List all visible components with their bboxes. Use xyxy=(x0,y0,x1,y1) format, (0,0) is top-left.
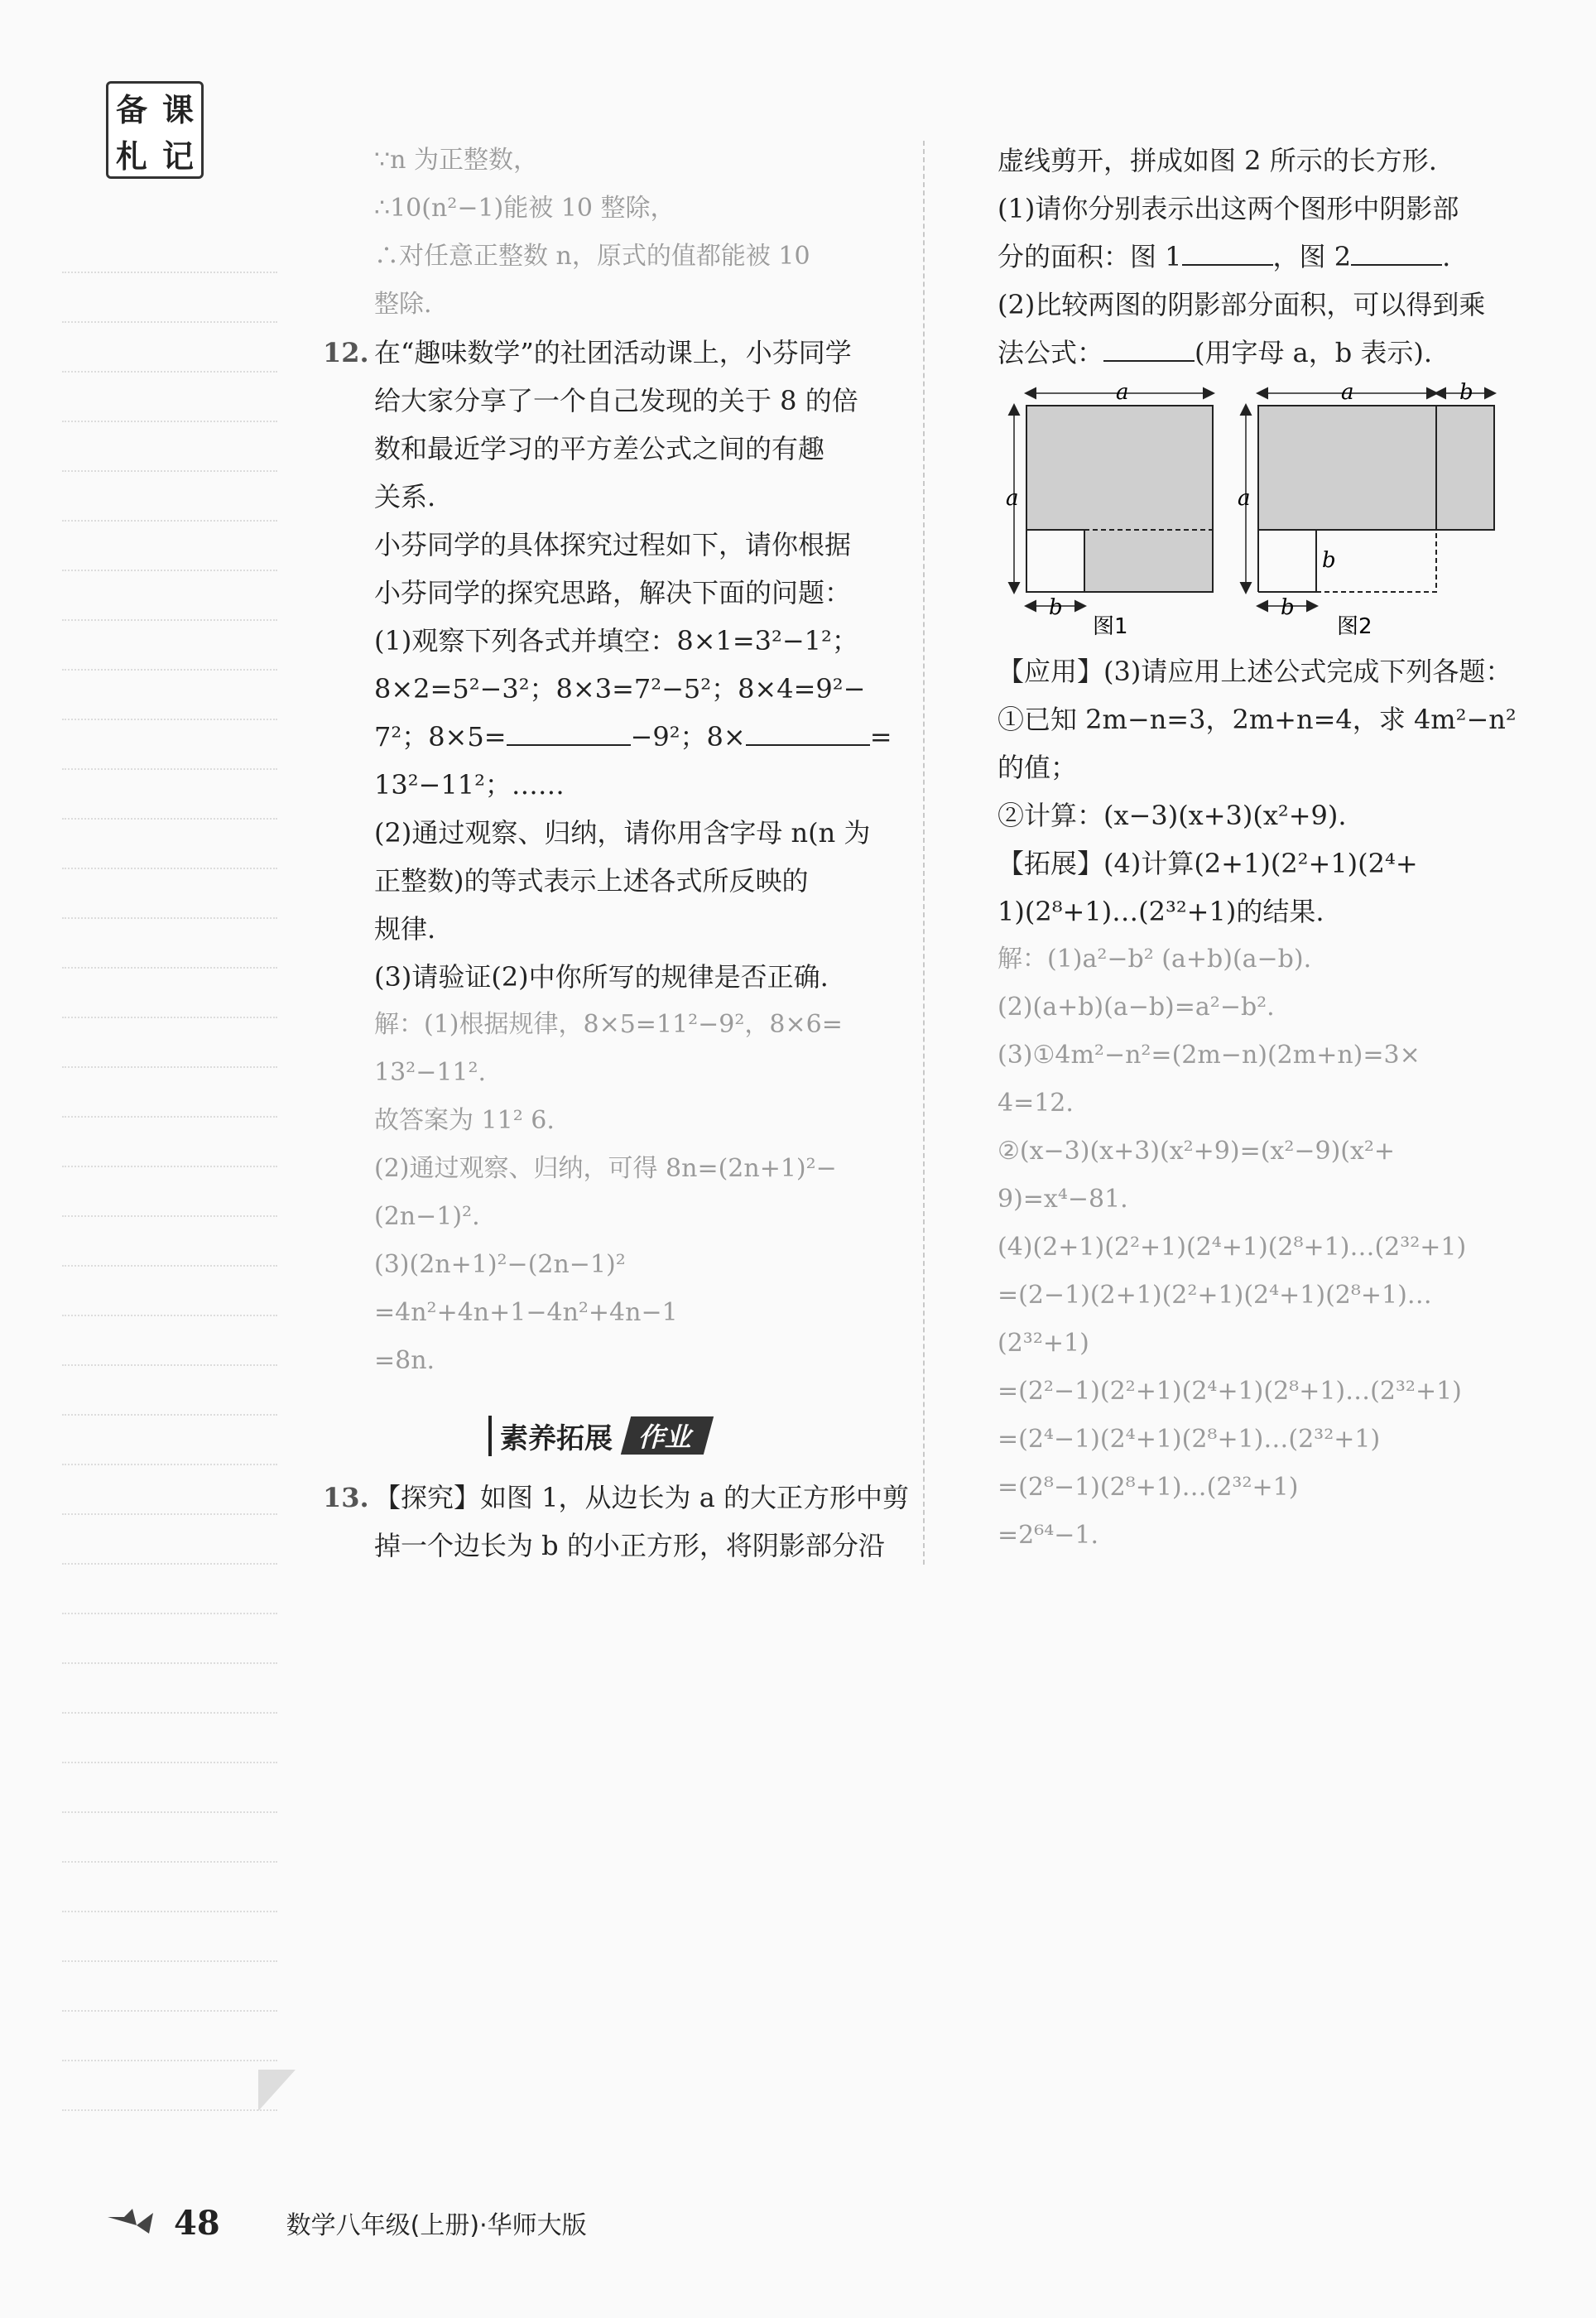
question-text: 【拓展】(4)计算(2+1)(2²+1)(2⁴+ xyxy=(997,848,1418,879)
right-column xyxy=(997,137,1536,377)
badge-char: 札 xyxy=(115,137,147,175)
answer-blank[interactable] xyxy=(1103,335,1195,362)
page-footer xyxy=(108,2198,587,2248)
question-text: 的值； xyxy=(997,752,1078,783)
label-a: a xyxy=(1238,486,1251,511)
question-13 xyxy=(323,1474,909,1522)
section-heading xyxy=(488,1417,709,1454)
question-text: . xyxy=(1442,241,1451,272)
question-fill-line xyxy=(997,233,1536,281)
question-text: 规律. xyxy=(374,913,436,945)
answer-line: 解：(1)a²−b² (a+b)(a−b). xyxy=(997,945,1312,974)
badge-char: 备 xyxy=(115,90,147,128)
book-title: 数学八年级(上册)·华师大版 xyxy=(286,2211,587,2240)
question-text: 13²−11²；…… xyxy=(374,769,565,801)
answer-line: 4=12. xyxy=(997,1089,1074,1118)
question-text: 在“趣味数学”的社团活动课上，小芬同学 xyxy=(374,337,852,368)
question-text: 小芬同学的具体探究过程如下，请你根据 xyxy=(374,529,852,560)
page-number: 48 xyxy=(174,2203,220,2243)
answer-blank[interactable] xyxy=(746,719,870,746)
column-divider xyxy=(923,141,925,1565)
question-number: 12. xyxy=(323,337,369,368)
question-text: ②计算：(x−3)(x+3)(x²+9). xyxy=(997,800,1347,831)
answer-line: (2n−1)². xyxy=(374,1202,480,1231)
label-b: b xyxy=(1049,595,1063,620)
question-text: (2)比较两图的阴影部分面积，可以得到乘 xyxy=(997,289,1486,320)
question-text: 小芬同学的探究思路，解决下面的问题： xyxy=(374,577,852,608)
question-text: 正整数)的等式表示上述各式所反映的 xyxy=(374,865,809,897)
question-number: 13. xyxy=(323,1482,369,1513)
figure-2 xyxy=(1238,381,1494,639)
badge-char: 记 xyxy=(161,137,194,175)
answer-line: (2)通过观察、归纳，可得 8n=(2n+1)²− xyxy=(374,1154,837,1183)
question-text: 法公式： xyxy=(997,337,1104,368)
label-a: a xyxy=(1116,381,1129,405)
question-text: 8×2=5²−3²；8×3=7²−5²；8×4=9²− xyxy=(374,673,866,705)
section-title: 素养拓展 xyxy=(488,1416,621,1456)
answer-line: =(2²−1)(2²+1)(2⁴+1)(2⁸+1)…(2³²+1) xyxy=(997,1377,1462,1406)
geometry-figures xyxy=(1006,381,1536,646)
left-column-q13 xyxy=(323,1474,909,1570)
answer-line: 9)=x⁴−81. xyxy=(997,1185,1128,1214)
question-text: 虚线剪开，拼成如图 2 所示的长方形. xyxy=(997,145,1437,176)
answer-line: 故答案为 11² 6. xyxy=(374,1106,555,1135)
answer-line: ∴10(n²−1)能被 10 整除， xyxy=(374,194,675,223)
figure-2-label: 图2 xyxy=(1337,614,1372,639)
answer-line: (3)①4m²−n²=(2m−n)(2m+n)=3× xyxy=(997,1041,1421,1070)
question-fill-line xyxy=(997,329,1536,377)
question-text: (用字母 a，b 表示). xyxy=(1195,337,1433,368)
question-text: 给大家分享了一个自己发现的关于 8 的倍 xyxy=(374,385,858,416)
question-text: ①已知 2m−n=3，2m+n=4，求 4m²−n² xyxy=(997,704,1517,735)
question-text: 【应用】(3)请应用上述公式完成下列各题： xyxy=(997,656,1512,687)
section-tag: 作业 xyxy=(621,1416,714,1455)
answer-line: (2³²+1) xyxy=(997,1329,1089,1358)
question-text: (3)请验证(2)中你所写的规律是否正确. xyxy=(374,961,829,993)
margin-note-lines xyxy=(62,224,277,2111)
footer-decoration-icon xyxy=(108,2205,157,2238)
answer-line: =8n. xyxy=(374,1346,435,1375)
answer-blank[interactable] xyxy=(1351,239,1442,266)
label-a: a xyxy=(1006,486,1019,511)
answer-blank[interactable] xyxy=(1182,239,1273,266)
answer-line: =(2−1)(2+1)(2²+1)(2⁴+1)(2⁸+1)… xyxy=(997,1281,1432,1310)
label-b: b xyxy=(1322,548,1336,573)
question-text: ，图 2 xyxy=(1272,241,1352,272)
figure-1-label: 图1 xyxy=(1093,614,1128,639)
question-text: 分的面积：图 1 xyxy=(997,241,1182,272)
answer-line: 整除. xyxy=(374,290,432,319)
answer-line: (3)(2n+1)²−(2n−1)² xyxy=(374,1250,626,1279)
answer-line: =(2⁴−1)(2⁴+1)(2⁸+1)…(2³²+1) xyxy=(997,1425,1381,1454)
answer-blank[interactable] xyxy=(507,719,631,746)
answer-line: ②(x−3)(x+3)(x²+9)=(x²−9)(x²+ xyxy=(997,1137,1396,1166)
question-text: 【探究】如图 1，从边长为 a 的大正方形中剪 xyxy=(374,1482,909,1513)
question-text: (1)观察下列各式并填空：8×1=3²−1²； xyxy=(374,625,858,656)
figure-1 xyxy=(1006,381,1213,639)
answer-line: (2)(a+b)(a−b)=a²−b². xyxy=(997,993,1275,1022)
lesson-notes-badge xyxy=(106,81,204,179)
answer-line: (4)(2+1)(2²+1)(2⁴+1)(2⁸+1)…(2³²+1) xyxy=(997,1233,1467,1262)
question-text: 7²；8×5= xyxy=(374,721,507,753)
question-text: 关系. xyxy=(374,481,436,512)
answer-line: ∵n 为正整数， xyxy=(374,146,538,175)
answer-line: =2⁶⁴−1. xyxy=(997,1521,1099,1550)
question-text: −9²；8× xyxy=(630,721,746,753)
question-text: 掉一个边长为 b 的小正方形，将阴影部分沿 xyxy=(374,1530,885,1561)
answer-line: ∴对任意正整数 n，原式的值都能被 10 xyxy=(374,242,810,271)
answer-line: 解：(1)根据规律，8×5=11²−9²，8×6= xyxy=(374,1010,843,1039)
badge-char: 课 xyxy=(161,90,194,128)
answer-line: =4n²+4n+1−4n²+4n−1 xyxy=(374,1298,678,1327)
label-b: b xyxy=(1459,381,1473,405)
question-fill-line xyxy=(323,713,902,761)
right-column-lower xyxy=(997,647,1536,1560)
question-12 xyxy=(323,329,902,377)
question-text: = xyxy=(869,721,892,753)
label-a: a xyxy=(1341,381,1354,405)
question-text: 数和最近学习的平方差公式之间的有趣 xyxy=(374,433,825,464)
question-text: (1)请你分别表示出这两个图形中阴影部 xyxy=(997,193,1459,224)
question-text: (2)通过观察、归纳，请你用含字母 n(n 为 xyxy=(374,817,871,849)
answer-line: =(2⁸−1)(2⁸+1)…(2³²+1) xyxy=(997,1473,1299,1502)
corner-decoration xyxy=(258,2070,296,2111)
left-column xyxy=(323,137,902,1385)
label-b: b xyxy=(1281,595,1295,620)
question-text: 1)(2⁸+1)…(2³²+1)的结果. xyxy=(997,896,1324,927)
answer-line: 13²−11². xyxy=(374,1058,487,1087)
